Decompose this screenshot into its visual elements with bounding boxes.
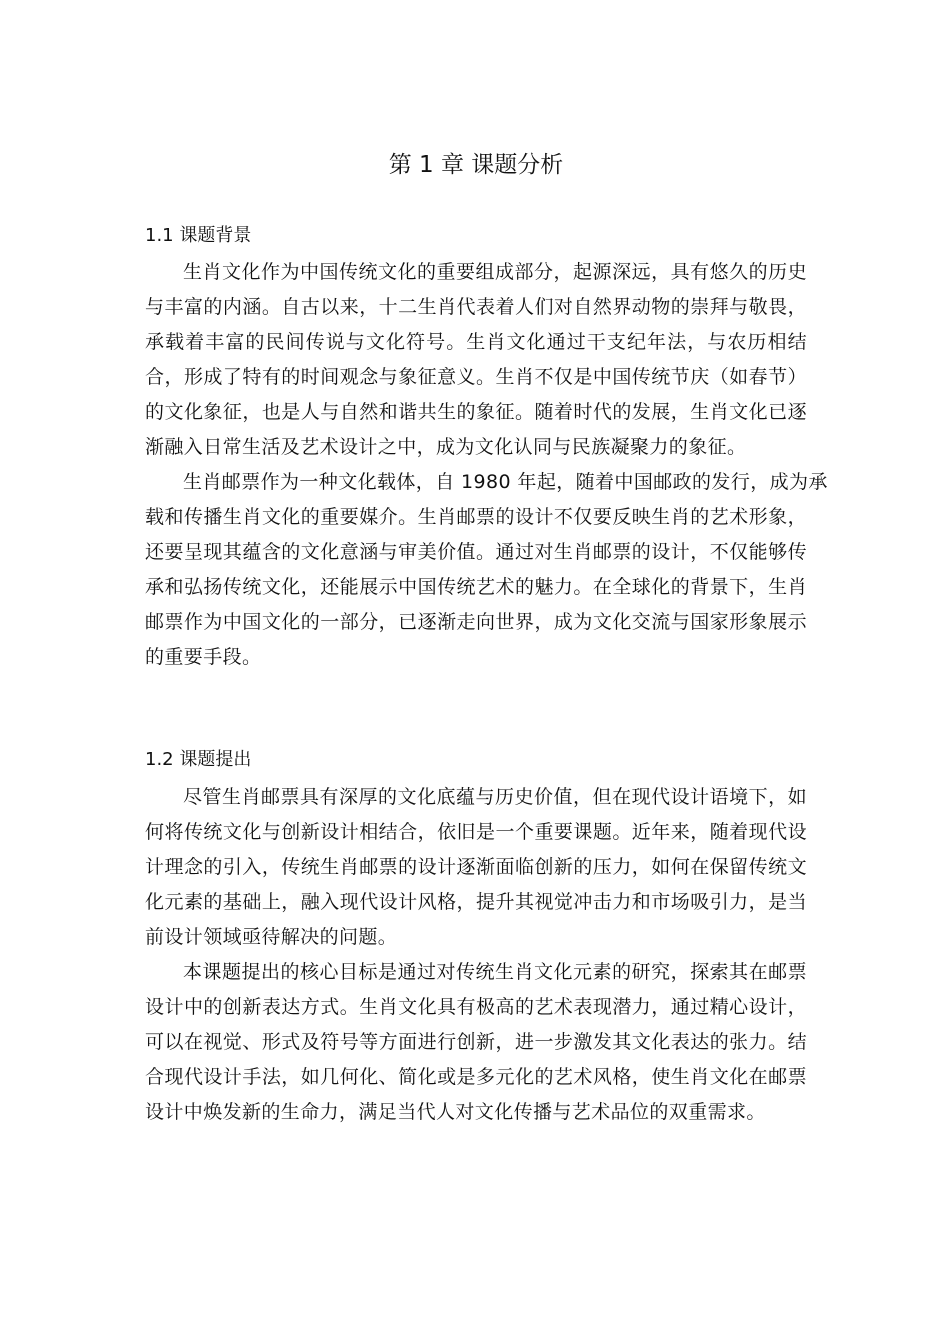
text-line: 生肖邮票作为一种文化载体，自 1980 年起，随着中国邮政的发行，成为承 <box>183 471 828 493</box>
paragraph-background-1 <box>145 255 807 465</box>
paragraph-proposal-1 <box>145 780 807 955</box>
text-line: 载和传播生肖文化的重要媒介。生肖邮票的设计不仅要反映生肖的艺术形象， <box>145 506 807 528</box>
text-line: 承和弘扬传统文化，还能展示中国传统艺术的魅力。在全球化的背景下，生肖 <box>145 576 807 598</box>
paragraph-proposal-2 <box>145 955 807 1130</box>
text-line: 可以在视觉、形式及符号等方面进行创新，进一步激发其文化表达的张力。结 <box>145 1031 807 1053</box>
text-line: 渐融入日常生活及艺术设计之中，成为文化认同与民族凝聚力的象征。 <box>145 436 747 458</box>
paragraph-background-2 <box>145 465 828 675</box>
text-line: 生肖文化作为中国传统文化的重要组成部分，起源深远，具有悠久的历史 <box>183 261 807 283</box>
text-line: 邮票作为中国文化的一部分，已逐渐走向世界，成为文化交流与国家形象展示 <box>145 611 807 633</box>
text-line: 设计中焕发新的生命力，满足当代人对文化传播与艺术品位的双重需求。 <box>145 1101 766 1123</box>
text-line: 还要呈现其蕴含的文化意涵与审美价值。通过对生肖邮票的设计，不仅能够传 <box>145 541 807 563</box>
section-heading-1-2: 1.2 课题提出 <box>145 749 252 770</box>
text-line: 尽管生肖邮票具有深厚的文化底蕴与历史价值，但在现代设计语境下，如 <box>183 786 807 808</box>
text-line: 计理念的引入，传统生肖邮票的设计逐渐面临创新的压力，如何在保留传统文 <box>145 856 807 878</box>
text-line: 设计中的创新表达方式。生肖文化具有极高的艺术表现潜力，通过精心设计， <box>145 996 807 1018</box>
text-line: 合现代设计手法，如几何化、简化或是多元化的艺术风格，使生肖文化在邮票 <box>145 1066 807 1088</box>
text-line: 的文化象征，也是人与自然和谐共生的象征。随着时代的发展，生肖文化已逐 <box>145 401 807 423</box>
text-line: 承载着丰富的民间传说与文化符号。生肖文化通过干支纪年法，与农历相结 <box>145 331 807 353</box>
chapter-title: 第 1 章 课题分析 <box>388 152 564 178</box>
text-line: 与丰富的内涵。自古以来，十二生肖代表着人们对自然界动物的崇拜与敬畏， <box>145 296 807 318</box>
text-line: 合，形成了特有的时间观念与象征意义。生肖不仅是中国传统节庆（如春节） <box>145 366 807 388</box>
text-line: 的重要手段。 <box>145 646 262 668</box>
text-line: 前设计领域亟待解决的问题。 <box>145 926 398 948</box>
text-line: 化元素的基础上，融入现代设计风格，提升其视觉冲击力和市场吸引力，是当 <box>145 891 807 913</box>
text-line: 本课题提出的核心目标是通过对传统生肖文化元素的研究，探索其在邮票 <box>183 961 807 983</box>
section-heading-1-1: 1.1 课题背景 <box>145 225 252 246</box>
text-line: 何将传统文化与创新设计相结合，依旧是一个重要课题。近年来，随着现代设 <box>145 821 807 843</box>
